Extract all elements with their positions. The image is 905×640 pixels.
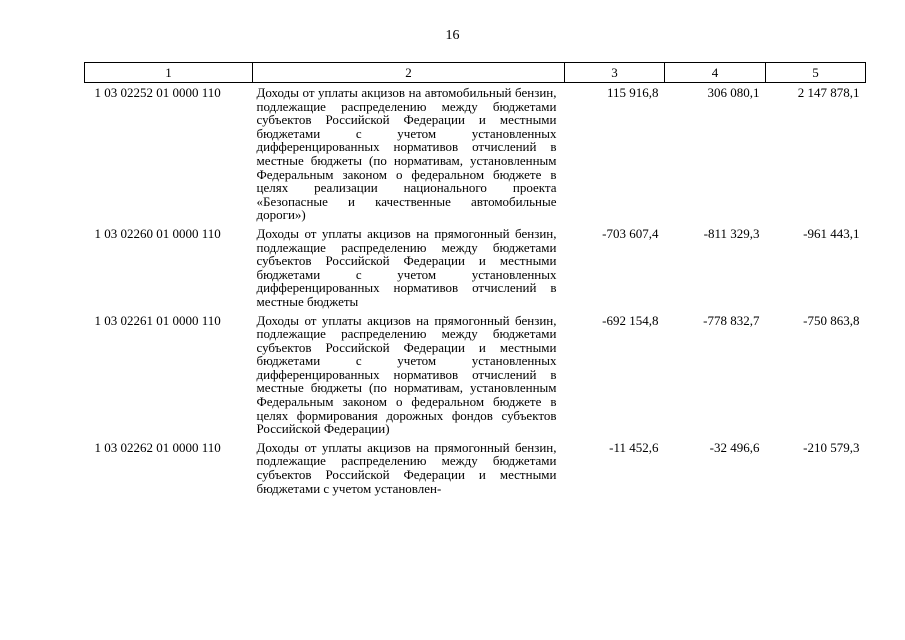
value-col-4: -32 496,6 (709, 439, 760, 455)
value-col-5: -961 443,1 (803, 225, 860, 241)
value-col-3: -703 607,4 (602, 225, 659, 241)
budget-code: 1 03 02260 01 0000 110 (94, 225, 221, 241)
budget-code: 1 03 02252 01 0000 110 (94, 85, 221, 100)
revenue-table (84, 62, 866, 497)
value-col-5: -210 579,3 (803, 439, 860, 455)
header-col-4: 4 (665, 63, 766, 83)
table-row (85, 224, 866, 311)
revenue-description: Доходы от уплаты акцизов на автомобильный бензин, подлежащие распределению между бюджетами субъектов Российской Федерации и местными бюджетами с учетом установленных дифференцированных нормативов отчислений в местные бюджеты (по нормативам, установленным Федеральным законом о федеральном бюджете в целях реализации национального проекта «Безопасные и качественные автомобильные дороги») (256, 85, 557, 223)
value-col-5: 2 147 878,1 (797, 85, 860, 100)
value-col-4: -811 329,3 (703, 225, 760, 241)
budget-code: 1 03 02262 01 0000 110 (94, 439, 221, 455)
table-header-row (85, 63, 866, 83)
header-col-1: 1 (85, 63, 253, 83)
header-col-2: 2 (253, 63, 565, 83)
table-row (85, 438, 866, 497)
value-col-5: -750 863,8 (803, 312, 860, 328)
revenue-description: Доходы от уплаты акцизов на прямогонный бензин, подлежащие распределению между бюджетами субъектов Российской Федерации и местными бюджетами с учетом установлен- (256, 439, 557, 496)
value-col-4: -778 832,7 (703, 312, 760, 328)
header-col-5: 5 (766, 63, 866, 83)
value-col-4: 306 080,1 (707, 85, 760, 100)
table-row (85, 311, 866, 438)
header-col-3: 3 (565, 63, 665, 83)
revenue-description: Доходы от уплаты акцизов на прямогонный бензин, подлежащие распределению между бюджетами субъектов Российской Федерации и местными бюджетами с учетом установленных дифференцированных нормативов отчислений в местные бюджеты (256, 225, 557, 309)
value-col-3: -692 154,8 (602, 312, 659, 328)
value-col-3: 115 916,8 (606, 85, 659, 100)
page-number: 16 (445, 28, 460, 43)
table-row (85, 83, 866, 224)
revenue-description: Доходы от уплаты акцизов на прямогонный бензин, подлежащие распределению между бюджетами субъектов Российской Федерации и местными бюджетами с учетом установленных дифференцированных нормативов отчислений в местные бюджеты (по нормативам, установленным Федеральным законом о федеральном бюджете в целях формирования дорожных фондов субъектов Российской Федерации) (256, 312, 557, 437)
value-col-3: -11 452,6 (609, 439, 659, 455)
budget-code: 1 03 02261 01 0000 110 (94, 312, 221, 328)
